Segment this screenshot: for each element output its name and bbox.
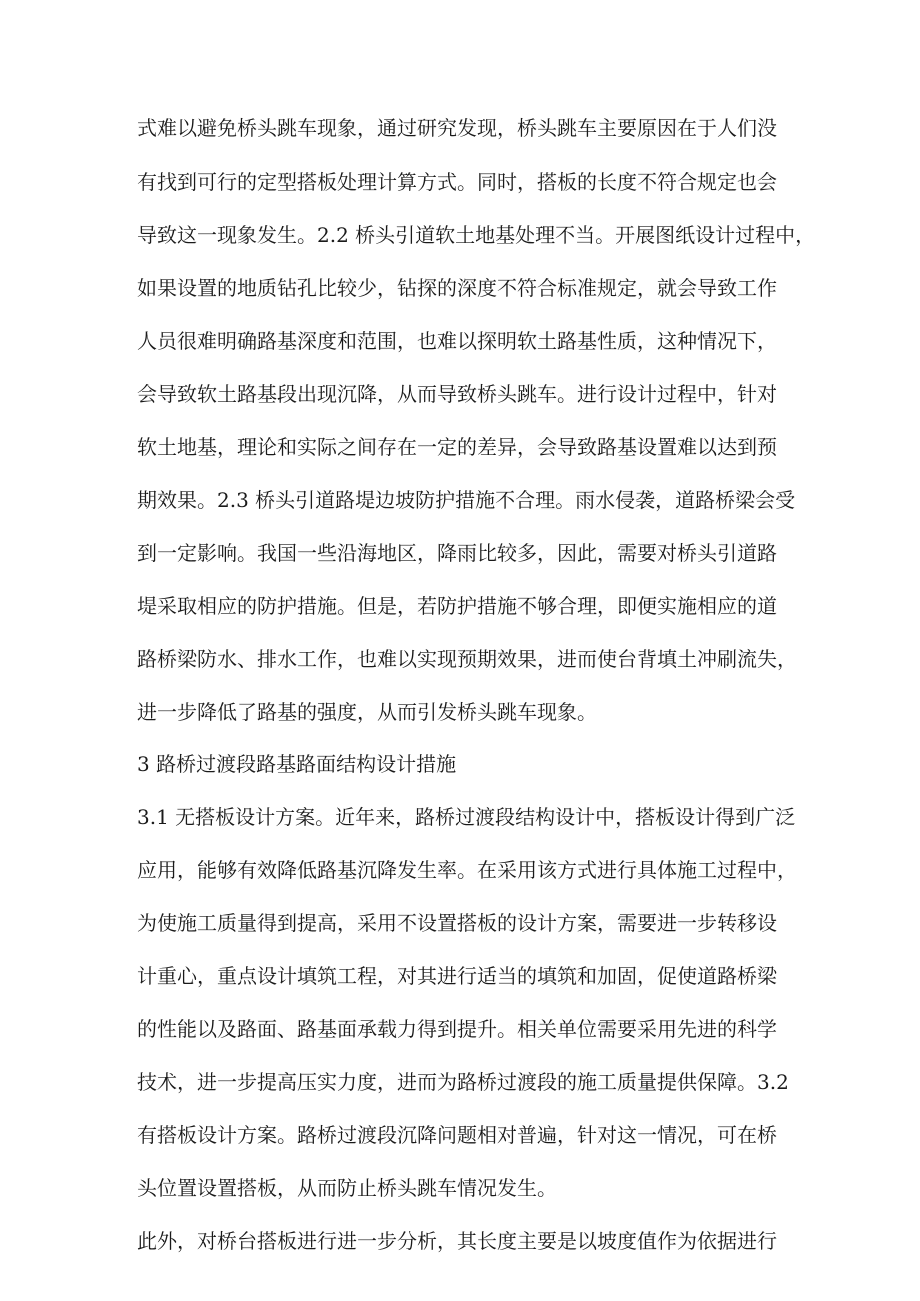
text-line: 会导致软土路基段出现沉降，从而导致桥头跳车。进行设计过程中，针对 [137, 382, 777, 406]
text-line: 进一步降低了路基的强度，从而引发桥头跳车现象。 [137, 700, 597, 724]
text-line: 到一定影响。我国一些沿海地区，降雨比较多，因此，需要对桥头引道路 [137, 541, 777, 565]
text-line: 堤采取相应的防护措施。但是，若防护措施不够合理，即便实施相应的道 [137, 594, 777, 618]
text-line: 有找到可行的定型搭板处理计算方式。同时，搭板的长度不符合规定也会 [137, 170, 777, 194]
text-line: 人员很难明确路基深度和范围，也难以探明软土路基性质，这种情况下， [137, 329, 777, 353]
text-line: 应用，能够有效降低路基沉降发生率。在采用该方式进行具体施工过程中， [137, 858, 797, 882]
text-line: 3.1 无搭板设计方案。近年来，路桥过渡段结构设计中，搭板设计得到广泛 [137, 805, 796, 829]
text-line: 导致这一现象发生。2.2 桥头引道软土地基处理不当。开展图纸设计过程中， [137, 223, 816, 247]
text-line: 技术，进一步提高压实力度，进而为路桥过渡段的施工质量提供保障。3.2 [137, 1070, 789, 1094]
text-line: 的性能以及路面、路基面承载力得到提升。相关单位需要采用先进的科学 [137, 1017, 777, 1041]
text-line: 头位置设置搭板，从而防止桥头跳车情况发生。 [137, 1176, 557, 1200]
section-heading: 3 路桥过渡段路基路面结构设计措施 [137, 752, 457, 776]
text-line: 式难以避免桥头跳车现象，通过研究发现，桥头跳车主要原因在于人们没 [137, 116, 777, 140]
text-line: 有搭板设计方案。路桥过渡段沉降问题相对普遍，针对这一情况，可在桥 [137, 1123, 777, 1147]
text-line: 如果设置的地质钻孔比较少，钻探的深度不符合标准规定，就会导致工作 [137, 276, 777, 300]
text-line: 计重心，重点设计填筑工程，对其进行适当的填筑和加固，促使道路桥梁 [137, 964, 777, 988]
text-line: 软土地基，理论和实际之间存在一定的差异，会导致路基设置难以达到预 [137, 435, 777, 459]
text-line: 此外，对桥台搭板进行进一步分析，其长度主要是以坡度值作为依据进行 [137, 1229, 777, 1253]
text-line: 路桥梁防水、排水工作，也难以实现预期效果，进而使台背填土冲刷流失， [137, 647, 797, 671]
text-line: 为使施工质量得到提高，采用不设置搭板的设计方案，需要进一步转移设 [137, 911, 777, 935]
text-line: 期效果。2.3 桥头引道路堤边坡防护措施不合理。雨水侵袭，道路桥梁会受 [137, 488, 796, 512]
